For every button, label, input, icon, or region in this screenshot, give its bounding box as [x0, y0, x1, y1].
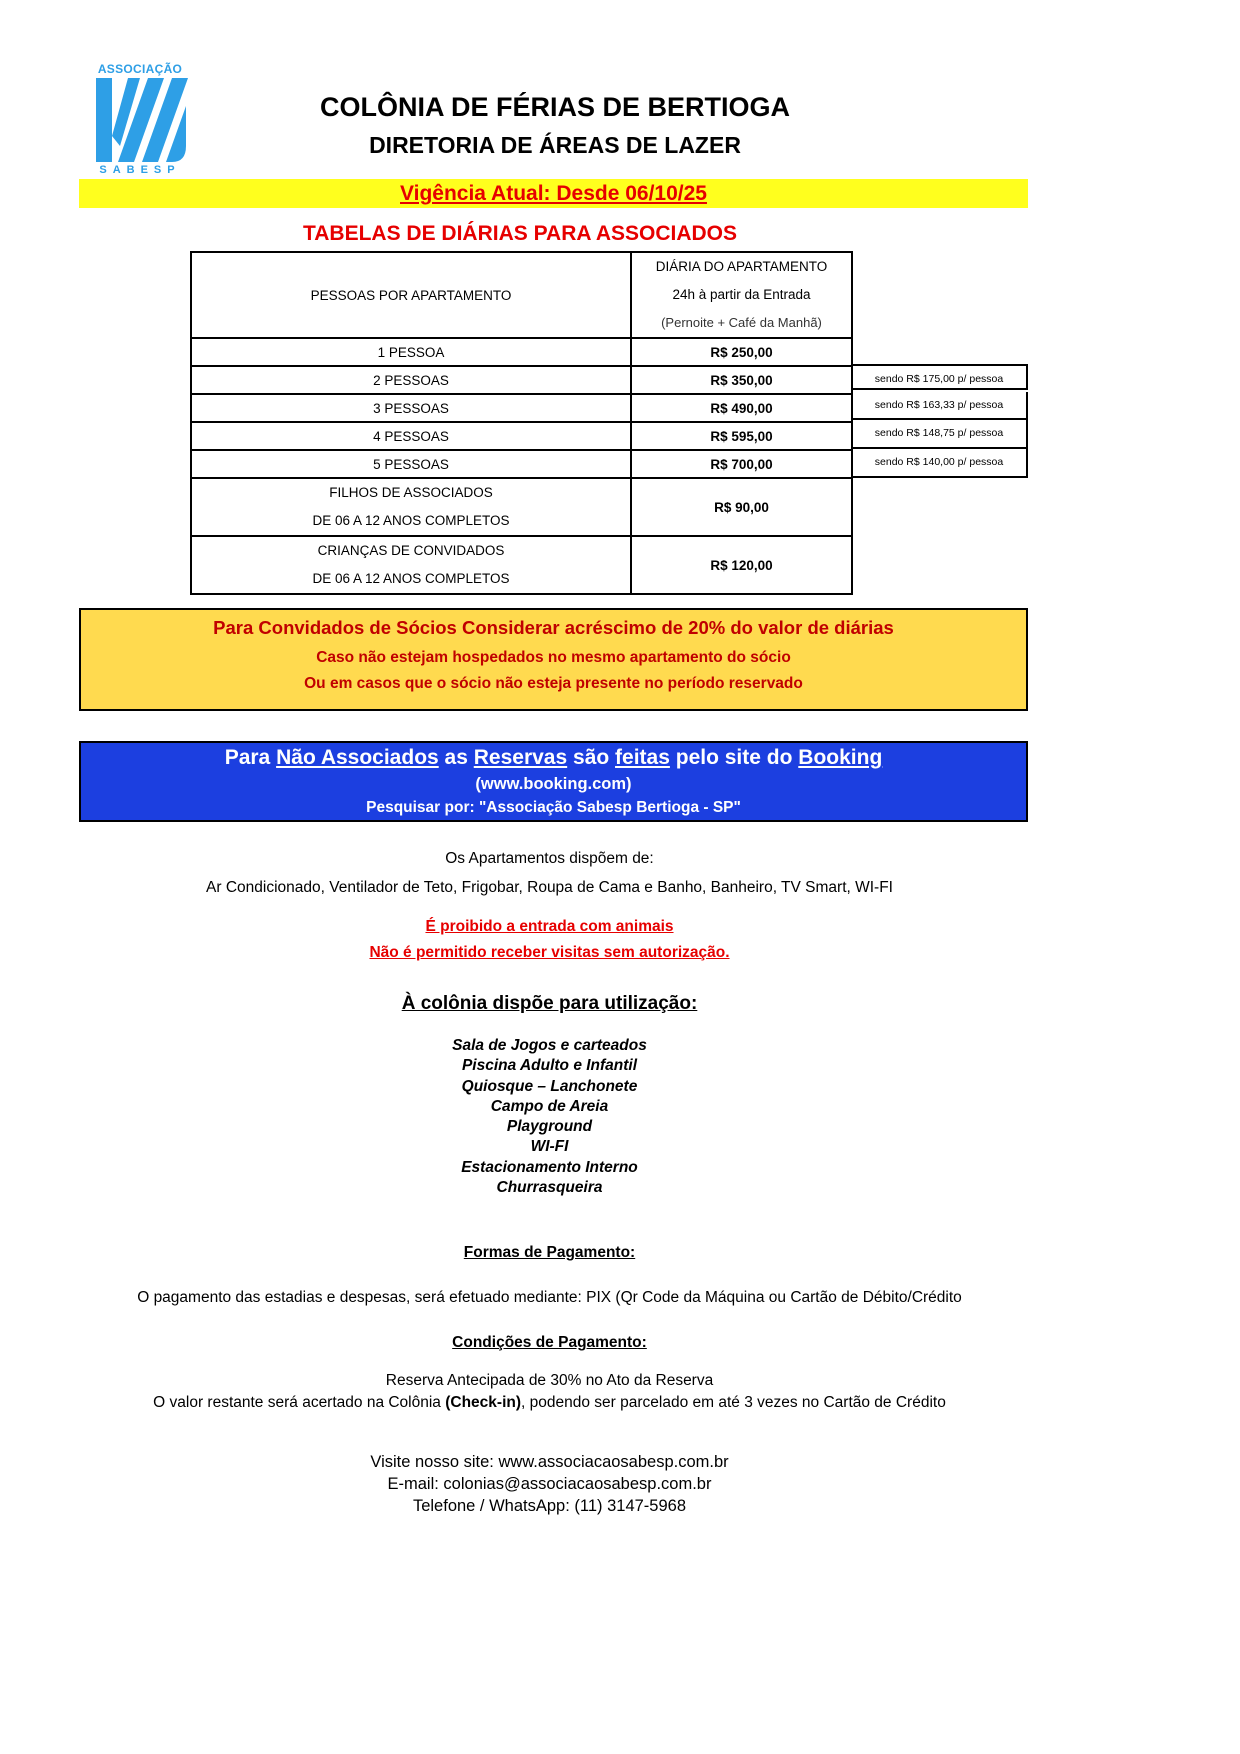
- row-price: R$ 490,00: [631, 394, 852, 422]
- list-item: Sala de Jogos e carteados: [452, 1037, 647, 1054]
- rule-animals: [0, 918, 1099, 936]
- rule-visits-text: Não é permitido receber visitas sem autorização.: [369, 944, 730, 961]
- row-label-line1: CRIANÇAS DE CONVIDADOS: [317, 543, 505, 558]
- booking-headline: [81, 743, 1026, 773]
- guests-notice: [79, 608, 1028, 711]
- page-subtitle: DIRETORIA DE ÁREAS DE LAZER: [369, 132, 741, 158]
- row-price: R$ 90,00: [631, 478, 852, 536]
- booking-word: são: [573, 746, 610, 769]
- contact-phone: Telefone / WhatsApp: (11) 3147-5968: [412, 1497, 687, 1515]
- col2-header-line1: DIÁRIA DO APARTAMENTO: [655, 259, 828, 274]
- apartments-features: Ar Condicionado, Ventilador de Teto, Frigobar, Roupa de Cama e Banho, Banheiro, TV Smart, WI-FI: [206, 879, 893, 896]
- booking-link[interactable]: Booking: [798, 746, 883, 769]
- rule-visits: [0, 944, 1099, 962]
- per-person-note: sendo R$ 175,00 p/ pessoa: [852, 364, 1028, 390]
- guests-notice-line2: Caso não estejam hospedados no mesmo apartamento do sócio: [316, 649, 791, 666]
- list-item: Quiosque – Lanchonete: [461, 1077, 638, 1095]
- table-row: [191, 422, 852, 450]
- table-row: [191, 536, 852, 594]
- payment-conditions-line2: [0, 1394, 1099, 1412]
- row-price: R$ 250,00: [631, 338, 852, 366]
- row-label: 2 PESSOAS: [191, 366, 631, 394]
- booking-word-underlined: Reservas: [473, 746, 568, 769]
- vigencia-text: Vigência Atual: Desde 06/10/25: [400, 182, 707, 205]
- amenities-title-text: À colônia dispõe para utilização:: [401, 993, 698, 1014]
- row-label-line1: FILHOS DE ASSOCIADOS: [329, 485, 493, 500]
- payment-conditions-title: [0, 1334, 1099, 1352]
- row-price: R$ 700,00: [631, 450, 852, 478]
- payment-forms-title-text: Formas de Pagamento:: [463, 1244, 636, 1261]
- row-label: 4 PESSOAS: [191, 422, 631, 450]
- row-label: [191, 478, 631, 536]
- list-item: Churrasqueira: [496, 1179, 603, 1197]
- page-title: COLÔNIA DE FÉRIAS DE BERTIOGA: [319, 92, 791, 122]
- contact-site[interactable]: Visite nosso site: www.associacaosabesp.com.br: [370, 1453, 729, 1471]
- table-header-row: [191, 252, 852, 338]
- list-item: Playground: [506, 1118, 593, 1136]
- row-label-line2: DE 06 A 12 ANOS COMPLETOS: [312, 571, 510, 586]
- booking-box: [79, 741, 1028, 822]
- rates-table: [190, 251, 853, 595]
- col2-header-line2: 24h à partir da Entrada: [672, 287, 811, 302]
- booking-word: Para: [224, 746, 271, 769]
- col1-header: PESSOAS POR APARTAMENTO: [191, 252, 631, 338]
- logo-bottom-text: SABESP: [99, 164, 181, 176]
- vigencia-banner: [79, 179, 1028, 208]
- apartments-intro: Os Apartamentos dispõem de:: [445, 850, 654, 867]
- booking-word-underlined: feitas: [615, 746, 670, 769]
- logo-stripes-icon: [92, 76, 190, 164]
- contact-email[interactable]: E-mail: colonias@associacaosabesp.com.br: [387, 1475, 712, 1493]
- table-title: TABELAS DE DIÁRIAS PARA ASSOCIADOS: [302, 222, 738, 245]
- payment-conditions-line2-a: O valor restante será acertado na Colônia: [153, 1394, 446, 1411]
- association-logo: [88, 62, 192, 178]
- row-price: R$ 595,00: [631, 422, 852, 450]
- row-label: 1 PESSOA: [191, 338, 631, 366]
- list-item: WI-FI: [530, 1138, 569, 1156]
- booking-word-underlined: Não Associados: [276, 746, 439, 769]
- col2-header-line3: (Pernoite + Café da Manhã): [661, 315, 822, 330]
- payment-forms-text: O pagamento das estadias e despesas, será efetuado mediante: PIX (Qr Code da Máquina ou Cartão de Débito/Crédito: [137, 1289, 962, 1306]
- per-person-note: sendo R$ 163,33 p/ pessoa: [852, 392, 1028, 420]
- payment-conditions-line2-c: , podendo ser parcelado em até 3 vezes no Cartão de Crédito: [521, 1394, 946, 1411]
- rule-animals-text: É proibido a entrada com animais: [425, 918, 674, 935]
- per-person-note: sendo R$ 148,75 p/ pessoa: [852, 420, 1028, 449]
- payment-conditions-line1: Reserva Antecipada de 30% no Ato da Reserva: [385, 1372, 714, 1389]
- booking-word: pelo site do: [675, 746, 793, 769]
- logo-top-text: ASSOCIAÇÃO: [97, 62, 183, 76]
- col2-header: [631, 252, 852, 338]
- booking-search-text: Pesquisar por: "Associação Sabesp Bertioga - SP": [366, 799, 741, 816]
- row-price: R$ 120,00: [631, 536, 852, 594]
- table-row: [191, 366, 852, 394]
- row-label: 5 PESSOAS: [191, 450, 631, 478]
- amenities-title: [0, 993, 1099, 1015]
- payment-forms-title: [0, 1244, 1099, 1262]
- row-price: R$ 350,00: [631, 366, 852, 394]
- table-row: [191, 450, 852, 478]
- table-row: [191, 394, 852, 422]
- amenities-list: [0, 1036, 1099, 1198]
- booking-word: as: [444, 746, 468, 769]
- payment-conditions-title-text: Condições de Pagamento:: [452, 1334, 647, 1351]
- per-person-note: sendo R$ 140,00 p/ pessoa: [852, 449, 1028, 478]
- guests-notice-line3: Ou em casos que o sócio não esteja presente no período reservado: [304, 675, 803, 692]
- list-item: Estacionamento Interno: [461, 1158, 638, 1176]
- table-row: [191, 478, 852, 536]
- row-label-line2: DE 06 A 12 ANOS COMPLETOS: [312, 513, 510, 528]
- list-item: Piscina Adulto e Infantil: [461, 1057, 638, 1075]
- booking-site-link[interactable]: (www.booking.com): [475, 775, 632, 793]
- list-item: Campo de Areia: [490, 1097, 609, 1115]
- table-row: [191, 338, 852, 366]
- payment-conditions-checkin: (Check-in): [445, 1394, 522, 1411]
- guests-notice-line1: Para Convidados de Sócios Considerar acréscimo de 20% do valor de diárias: [213, 617, 894, 638]
- row-label: [191, 536, 631, 594]
- row-label: 3 PESSOAS: [191, 394, 631, 422]
